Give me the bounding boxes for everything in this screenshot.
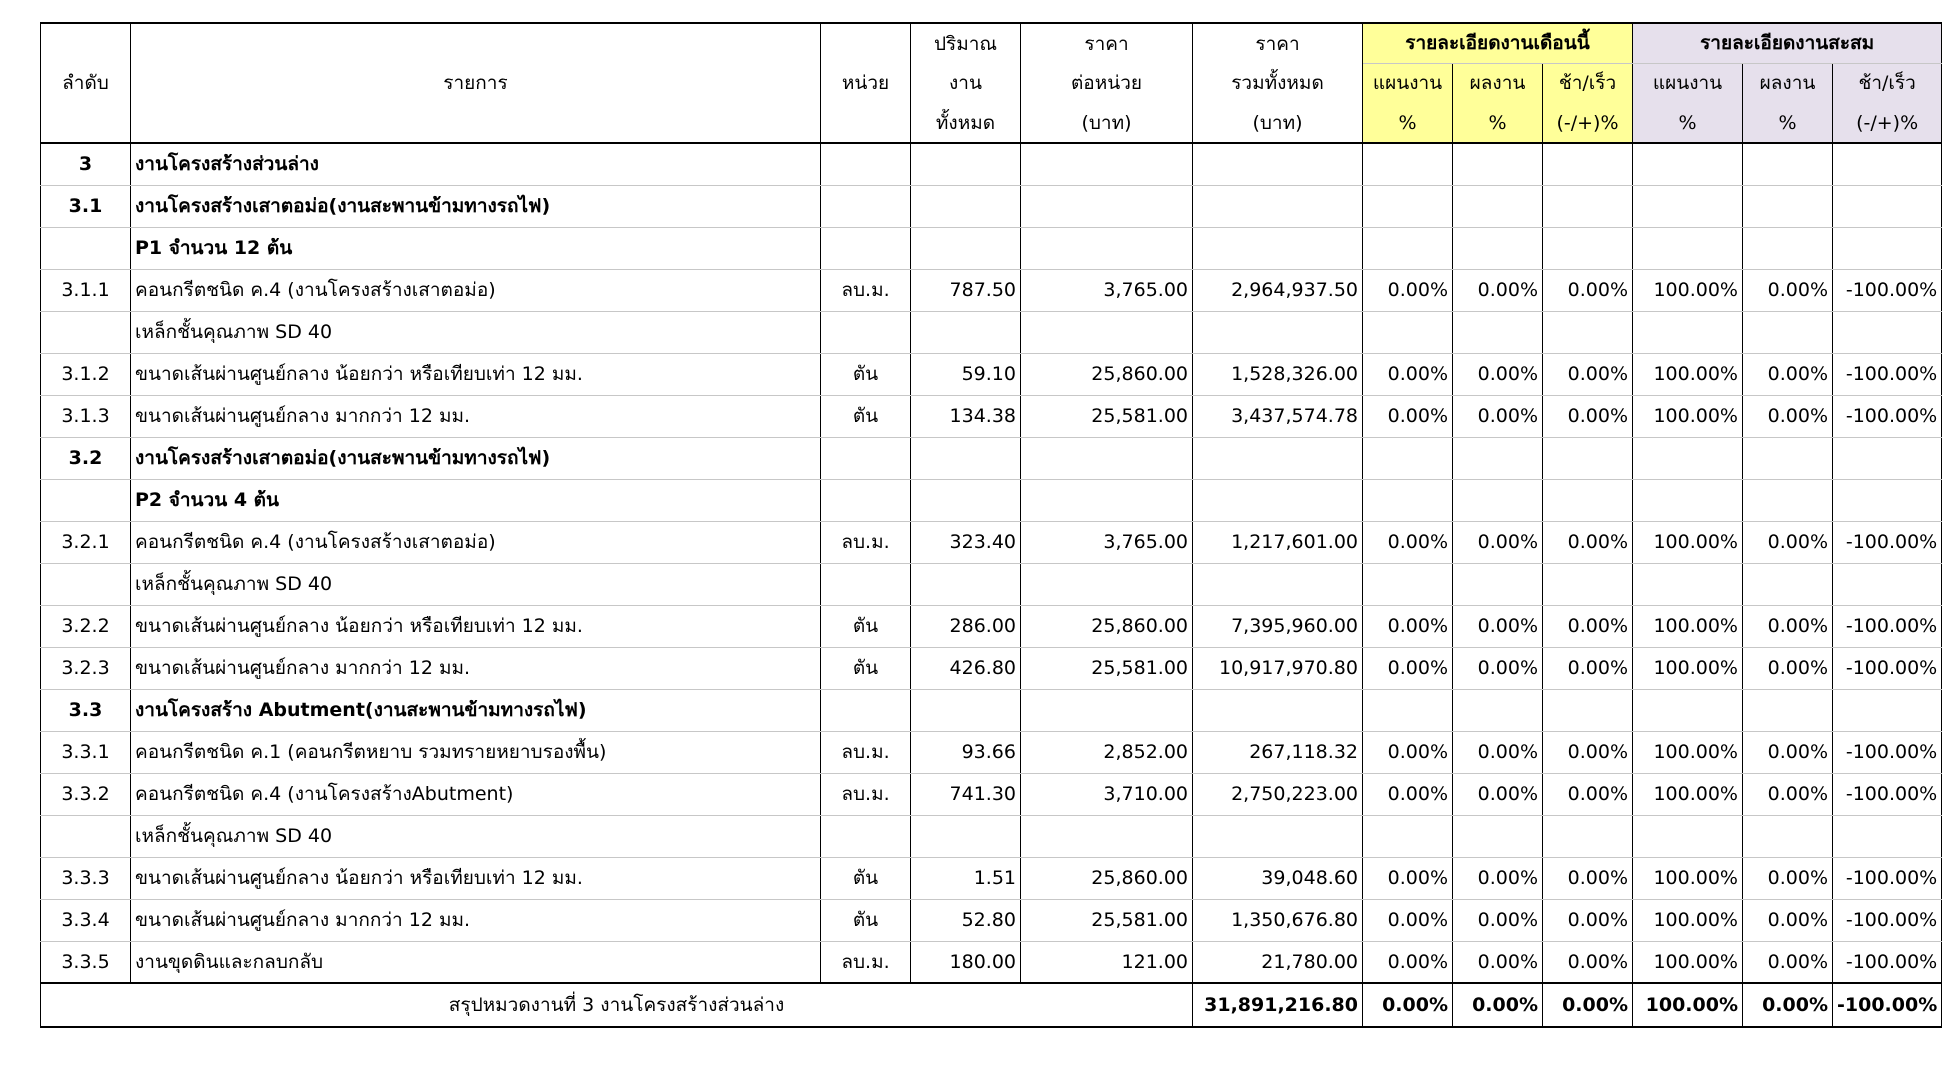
cum-result-unit: % (1743, 103, 1833, 143)
row-number: 3 (41, 143, 131, 185)
col-total-header-3: (บาท) (1193, 103, 1363, 143)
row-item: งานโครงสร้างเสาตอม่อ(งานสะพานข้ามทางรถไฟ) (131, 437, 821, 479)
cum-diff-unit: (-/+)% (1833, 103, 1942, 143)
row-cum-diff: -100.00% (1833, 605, 1942, 647)
row-month-diff (1543, 437, 1633, 479)
summary-cum-diff: -100.00% (1833, 983, 1942, 1027)
row-number (41, 563, 131, 605)
month-diff-header: ช้า/เร็ว (1543, 63, 1633, 103)
col-qty-header-2: งาน (911, 63, 1021, 103)
row-item: ขนาดเส้นผ่านศูนย์กลาง น้อยกว่า หรือเทียบเท่า 12 มม. (131, 605, 821, 647)
row-total-price: 2,964,937.50 (1193, 269, 1363, 311)
row-month-result: 0.00% (1453, 941, 1543, 983)
progress-table (40, 22, 1942, 1028)
row-quantity (911, 143, 1021, 185)
month-plan-unit: % (1363, 103, 1453, 143)
row-unit: ตัน (821, 353, 911, 395)
row-total-price (1193, 143, 1363, 185)
row-quantity: 134.38 (911, 395, 1021, 437)
row-item: ขนาดเส้นผ่านศูนย์กลาง น้อยกว่า หรือเทียบเท่า 12 มม. (131, 857, 821, 899)
row-month-result (1453, 563, 1543, 605)
row-unit-price: 25,860.00 (1021, 353, 1193, 395)
row-quantity (911, 185, 1021, 227)
row-month-diff (1543, 185, 1633, 227)
row-item: งานโครงสร้างส่วนล่าง (131, 143, 821, 185)
row-month-plan (1363, 563, 1453, 605)
row-cum-plan: 100.00% (1633, 857, 1743, 899)
row-number: 3.3.2 (41, 773, 131, 815)
summary-label: สรุปหมวดงานที่ 3 งานโครงสร้างส่วนล่าง (41, 983, 1193, 1027)
row-item: เหล็กชั้นคุณภาพ SD 40 (131, 815, 821, 857)
month-plan-header: แผนงาน (1363, 63, 1453, 103)
row-month-result: 0.00% (1453, 605, 1543, 647)
row-unit: ลบ.ม. (821, 269, 911, 311)
row-unit: ตัน (821, 857, 911, 899)
row-cum-result: 0.00% (1743, 353, 1833, 395)
row-cum-result (1743, 311, 1833, 353)
table-row (41, 857, 1942, 899)
row-cum-result: 0.00% (1743, 857, 1833, 899)
row-number: 3.2.3 (41, 647, 131, 689)
row-cum-result (1743, 437, 1833, 479)
header-row-1 (41, 23, 1942, 63)
row-month-plan: 0.00% (1363, 941, 1453, 983)
row-number (41, 227, 131, 269)
table-row (41, 395, 1942, 437)
row-cum-result: 0.00% (1743, 899, 1833, 941)
table-row (41, 437, 1942, 479)
row-unit-price (1021, 815, 1193, 857)
table-row (41, 941, 1942, 983)
row-cum-plan (1633, 563, 1743, 605)
row-total-price (1193, 311, 1363, 353)
row-unit-price (1021, 689, 1193, 731)
row-cum-plan (1633, 185, 1743, 227)
row-unit-price (1021, 563, 1193, 605)
row-cum-plan (1633, 479, 1743, 521)
row-month-result: 0.00% (1453, 647, 1543, 689)
row-item: P1 จำนวน 12 ต้น (131, 227, 821, 269)
row-month-result (1453, 227, 1543, 269)
row-quantity: 59.10 (911, 353, 1021, 395)
col-price-header-2: ต่อหน่วย (1021, 63, 1193, 103)
cum-plan-unit: % (1633, 103, 1743, 143)
col-total-header-2: รวมทั้งหมด (1193, 63, 1363, 103)
row-unit: ตัน (821, 605, 911, 647)
table-row (41, 563, 1942, 605)
row-month-diff: 0.00% (1543, 647, 1633, 689)
row-month-diff (1543, 563, 1633, 605)
row-unit: ลบ.ม. (821, 521, 911, 563)
row-quantity (911, 479, 1021, 521)
row-cum-diff (1833, 689, 1942, 731)
row-cum-plan: 100.00% (1633, 395, 1743, 437)
row-cum-plan: 100.00% (1633, 353, 1743, 395)
row-month-result: 0.00% (1453, 353, 1543, 395)
row-quantity (911, 437, 1021, 479)
row-total-price: 3,437,574.78 (1193, 395, 1363, 437)
table-row (41, 311, 1942, 353)
col-qty-header-3: ทั้งหมด (911, 103, 1021, 143)
group-cumulative-header: รายละเอียดงานสะสม (1633, 23, 1942, 63)
summary-row (41, 983, 1942, 1027)
row-number: 3.3 (41, 689, 131, 731)
row-total-price: 1,528,326.00 (1193, 353, 1363, 395)
row-cum-result (1743, 479, 1833, 521)
row-unit: ลบ.ม. (821, 773, 911, 815)
row-unit-price: 121.00 (1021, 941, 1193, 983)
row-quantity: 1.51 (911, 857, 1021, 899)
row-quantity: 52.80 (911, 899, 1021, 941)
row-month-diff: 0.00% (1543, 269, 1633, 311)
table-row (41, 647, 1942, 689)
table-row (41, 269, 1942, 311)
row-number: 3.2 (41, 437, 131, 479)
row-month-diff (1543, 479, 1633, 521)
row-cum-result: 0.00% (1743, 395, 1833, 437)
row-unit (821, 185, 911, 227)
row-total-price: 7,395,960.00 (1193, 605, 1363, 647)
row-item: คอนกรีตชนิด ค.4 (งานโครงสร้างเสาตอม่อ) (131, 269, 821, 311)
row-cum-diff: -100.00% (1833, 941, 1942, 983)
row-month-diff (1543, 689, 1633, 731)
row-cum-result (1743, 815, 1833, 857)
table-row (41, 689, 1942, 731)
row-cum-plan: 100.00% (1633, 605, 1743, 647)
row-month-plan: 0.00% (1363, 353, 1453, 395)
row-month-plan (1363, 185, 1453, 227)
row-item: ขนาดเส้นผ่านศูนย์กลาง น้อยกว่า หรือเทียบเท่า 12 มม. (131, 353, 821, 395)
row-total-price: 2,750,223.00 (1193, 773, 1363, 815)
row-item: เหล็กชั้นคุณภาพ SD 40 (131, 563, 821, 605)
table-row (41, 815, 1942, 857)
row-total-price (1193, 689, 1363, 731)
row-total-price: 267,118.32 (1193, 731, 1363, 773)
row-number: 3.3.1 (41, 731, 131, 773)
row-total-price: 39,048.60 (1193, 857, 1363, 899)
row-cum-plan: 100.00% (1633, 521, 1743, 563)
row-unit-price: 25,581.00 (1021, 647, 1193, 689)
row-month-diff: 0.00% (1543, 395, 1633, 437)
col-price-header-1: ราคา (1021, 23, 1193, 63)
row-month-plan: 0.00% (1363, 395, 1453, 437)
row-month-plan: 0.00% (1363, 857, 1453, 899)
row-cum-result: 0.00% (1743, 647, 1833, 689)
row-quantity (911, 311, 1021, 353)
row-quantity: 323.40 (911, 521, 1021, 563)
month-diff-unit: (-/+)% (1543, 103, 1633, 143)
row-total-price (1193, 437, 1363, 479)
row-quantity: 426.80 (911, 647, 1021, 689)
row-month-plan: 0.00% (1363, 521, 1453, 563)
table-row (41, 773, 1942, 815)
row-unit-price (1021, 311, 1193, 353)
row-cum-plan: 100.00% (1633, 773, 1743, 815)
row-month-diff: 0.00% (1543, 605, 1633, 647)
row-month-result: 0.00% (1453, 731, 1543, 773)
row-month-result: 0.00% (1453, 269, 1543, 311)
col-unit-header: หน่วย (821, 23, 911, 143)
summary-total: 31,891,216.80 (1193, 983, 1363, 1027)
row-cum-plan: 100.00% (1633, 269, 1743, 311)
row-total-price (1193, 227, 1363, 269)
row-month-plan (1363, 143, 1453, 185)
row-number: 3.1.2 (41, 353, 131, 395)
row-unit-price: 3,765.00 (1021, 269, 1193, 311)
row-month-plan (1363, 689, 1453, 731)
row-cum-plan (1633, 227, 1743, 269)
row-cum-diff (1833, 143, 1942, 185)
table-row (41, 143, 1942, 185)
row-quantity (911, 563, 1021, 605)
row-unit (821, 437, 911, 479)
row-month-plan: 0.00% (1363, 647, 1453, 689)
row-cum-result (1743, 185, 1833, 227)
row-unit-price: 25,860.00 (1021, 605, 1193, 647)
row-cum-diff: -100.00% (1833, 857, 1942, 899)
row-month-result: 0.00% (1453, 899, 1543, 941)
row-total-price (1193, 185, 1363, 227)
row-cum-diff (1833, 437, 1942, 479)
row-number: 3.2.2 (41, 605, 131, 647)
row-cum-diff (1833, 479, 1942, 521)
row-month-plan: 0.00% (1363, 773, 1453, 815)
row-unit-price: 3,710.00 (1021, 773, 1193, 815)
col-total-header-1: ราคา (1193, 23, 1363, 63)
row-month-result (1453, 185, 1543, 227)
row-month-plan (1363, 437, 1453, 479)
row-month-plan: 0.00% (1363, 605, 1453, 647)
row-item: งานโครงสร้าง Abutment(งานสะพานข้ามทางรถไฟ) (131, 689, 821, 731)
row-month-plan: 0.00% (1363, 269, 1453, 311)
row-unit-price (1021, 185, 1193, 227)
summary-cum-result: 0.00% (1743, 983, 1833, 1027)
row-total-price: 1,350,676.80 (1193, 899, 1363, 941)
row-month-result: 0.00% (1453, 521, 1543, 563)
row-month-plan: 0.00% (1363, 899, 1453, 941)
row-month-plan (1363, 479, 1453, 521)
row-unit-price: 3,765.00 (1021, 521, 1193, 563)
row-unit (821, 143, 911, 185)
row-unit: ตัน (821, 395, 911, 437)
row-month-plan (1363, 311, 1453, 353)
table-row (41, 605, 1942, 647)
table-row (41, 479, 1942, 521)
col-qty-header-1: ปริมาณ (911, 23, 1021, 63)
row-month-result: 0.00% (1453, 395, 1543, 437)
row-month-result (1453, 689, 1543, 731)
cum-plan-header: แผนงาน (1633, 63, 1743, 103)
row-unit-price (1021, 479, 1193, 521)
row-cum-result: 0.00% (1743, 731, 1833, 773)
row-number: 3.1 (41, 185, 131, 227)
row-cum-plan: 100.00% (1633, 941, 1743, 983)
row-cum-result (1743, 689, 1833, 731)
row-quantity: 180.00 (911, 941, 1021, 983)
row-month-plan: 0.00% (1363, 731, 1453, 773)
table-row (41, 899, 1942, 941)
table-row (41, 227, 1942, 269)
col-price-header-3: (บาท) (1021, 103, 1193, 143)
row-cum-diff (1833, 311, 1942, 353)
cum-diff-header: ช้า/เร็ว (1833, 63, 1942, 103)
row-cum-diff: -100.00% (1833, 269, 1942, 311)
col-item-header: รายการ (131, 23, 821, 143)
row-unit-price (1021, 143, 1193, 185)
row-month-result: 0.00% (1453, 773, 1543, 815)
row-number (41, 479, 131, 521)
row-total-price: 10,917,970.80 (1193, 647, 1363, 689)
month-result-unit: % (1453, 103, 1543, 143)
row-quantity (911, 227, 1021, 269)
row-unit (821, 689, 911, 731)
row-item: งานขุดดินและกลบกลับ (131, 941, 821, 983)
row-item: คอนกรีตชนิด ค.4 (งานโครงสร้างเสาตอม่อ) (131, 521, 821, 563)
row-unit: ลบ.ม. (821, 941, 911, 983)
row-unit: ลบ.ม. (821, 731, 911, 773)
row-cum-diff: -100.00% (1833, 731, 1942, 773)
row-cum-diff: -100.00% (1833, 353, 1942, 395)
row-month-result (1453, 437, 1543, 479)
row-item: งานโครงสร้างเสาตอม่อ(งานสะพานข้ามทางรถไฟ) (131, 185, 821, 227)
row-unit-price: 25,581.00 (1021, 899, 1193, 941)
row-month-diff (1543, 227, 1633, 269)
row-quantity (911, 815, 1021, 857)
row-number: 3.3.4 (41, 899, 131, 941)
row-total-price: 21,780.00 (1193, 941, 1363, 983)
row-cum-plan (1633, 689, 1743, 731)
row-unit-price: 25,581.00 (1021, 395, 1193, 437)
row-total-price (1193, 563, 1363, 605)
summary-month-plan: 0.00% (1363, 983, 1453, 1027)
row-month-diff: 0.00% (1543, 353, 1633, 395)
row-unit-price: 25,860.00 (1021, 857, 1193, 899)
row-cum-result: 0.00% (1743, 773, 1833, 815)
row-unit (821, 563, 911, 605)
row-month-result (1453, 815, 1543, 857)
row-month-diff: 0.00% (1543, 941, 1633, 983)
row-cum-result (1743, 143, 1833, 185)
row-month-result (1453, 311, 1543, 353)
row-total-price (1193, 479, 1363, 521)
row-total-price (1193, 815, 1363, 857)
row-month-diff: 0.00% (1543, 773, 1633, 815)
row-unit: ตัน (821, 899, 911, 941)
row-unit (821, 815, 911, 857)
table-row (41, 353, 1942, 395)
row-quantity: 787.50 (911, 269, 1021, 311)
row-cum-plan: 100.00% (1633, 899, 1743, 941)
row-cum-diff: -100.00% (1833, 647, 1942, 689)
row-month-result (1453, 479, 1543, 521)
row-unit-price (1021, 437, 1193, 479)
row-unit (821, 311, 911, 353)
row-item: ขนาดเส้นผ่านศูนย์กลาง มากกว่า 12 มม. (131, 395, 821, 437)
row-cum-diff: -100.00% (1833, 899, 1942, 941)
row-month-result (1453, 143, 1543, 185)
row-cum-plan: 100.00% (1633, 647, 1743, 689)
row-cum-result: 0.00% (1743, 521, 1833, 563)
row-number (41, 815, 131, 857)
cum-result-header: ผลงาน (1743, 63, 1833, 103)
row-unit-price (1021, 227, 1193, 269)
row-quantity: 741.30 (911, 773, 1021, 815)
row-month-diff (1543, 311, 1633, 353)
row-unit (821, 227, 911, 269)
row-cum-diff (1833, 815, 1942, 857)
row-cum-plan (1633, 437, 1743, 479)
row-number: 3.2.1 (41, 521, 131, 563)
col-no-header: ลำดับ (41, 23, 131, 143)
row-cum-diff: -100.00% (1833, 773, 1942, 815)
boq-progress-sheet (40, 22, 1942, 1028)
row-item: ขนาดเส้นผ่านศูนย์กลาง มากกว่า 12 มม. (131, 899, 821, 941)
row-month-diff (1543, 143, 1633, 185)
row-number: 3.1.1 (41, 269, 131, 311)
row-unit-price: 2,852.00 (1021, 731, 1193, 773)
row-month-diff: 0.00% (1543, 521, 1633, 563)
group-month-header: รายละเอียดงานเดือนนี้ (1363, 23, 1633, 63)
row-item: เหล็กชั้นคุณภาพ SD 40 (131, 311, 821, 353)
row-cum-diff (1833, 185, 1942, 227)
row-month-result: 0.00% (1453, 857, 1543, 899)
summary-month-diff: 0.00% (1543, 983, 1633, 1027)
row-quantity (911, 689, 1021, 731)
row-total-price: 1,217,601.00 (1193, 521, 1363, 563)
row-cum-result: 0.00% (1743, 605, 1833, 647)
row-unit (821, 479, 911, 521)
row-cum-diff: -100.00% (1833, 395, 1942, 437)
row-month-plan (1363, 227, 1453, 269)
summary-cum-plan: 100.00% (1633, 983, 1743, 1027)
row-number (41, 311, 131, 353)
table-body (41, 143, 1942, 983)
row-month-diff: 0.00% (1543, 857, 1633, 899)
row-cum-plan: 100.00% (1633, 731, 1743, 773)
row-cum-diff: -100.00% (1833, 521, 1942, 563)
summary-month-result: 0.00% (1453, 983, 1543, 1027)
row-month-diff (1543, 815, 1633, 857)
row-cum-result (1743, 227, 1833, 269)
row-cum-diff (1833, 227, 1942, 269)
row-unit: ตัน (821, 647, 911, 689)
row-month-diff: 0.00% (1543, 731, 1633, 773)
row-item: ขนาดเส้นผ่านศูนย์กลาง มากกว่า 12 มม. (131, 647, 821, 689)
row-number: 3.1.3 (41, 395, 131, 437)
row-cum-plan (1633, 143, 1743, 185)
row-cum-plan (1633, 815, 1743, 857)
row-month-plan (1363, 815, 1453, 857)
row-cum-result: 0.00% (1743, 941, 1833, 983)
row-quantity: 286.00 (911, 605, 1021, 647)
row-cum-diff (1833, 563, 1942, 605)
row-item: P2 จำนวน 4 ต้น (131, 479, 821, 521)
row-item: คอนกรีตชนิด ค.1 (คอนกรีตหยาบ รวมทรายหยาบรองพื้น) (131, 731, 821, 773)
row-cum-result (1743, 563, 1833, 605)
row-cum-result: 0.00% (1743, 269, 1833, 311)
row-number: 3.3.5 (41, 941, 131, 983)
table-row (41, 185, 1942, 227)
row-number: 3.3.3 (41, 857, 131, 899)
row-month-diff: 0.00% (1543, 899, 1633, 941)
row-quantity: 93.66 (911, 731, 1021, 773)
row-cum-plan (1633, 311, 1743, 353)
row-item: คอนกรีตชนิด ค.4 (งานโครงสร้างAbutment) (131, 773, 821, 815)
table-row (41, 731, 1942, 773)
month-result-header: ผลงาน (1453, 63, 1543, 103)
table-row (41, 521, 1942, 563)
